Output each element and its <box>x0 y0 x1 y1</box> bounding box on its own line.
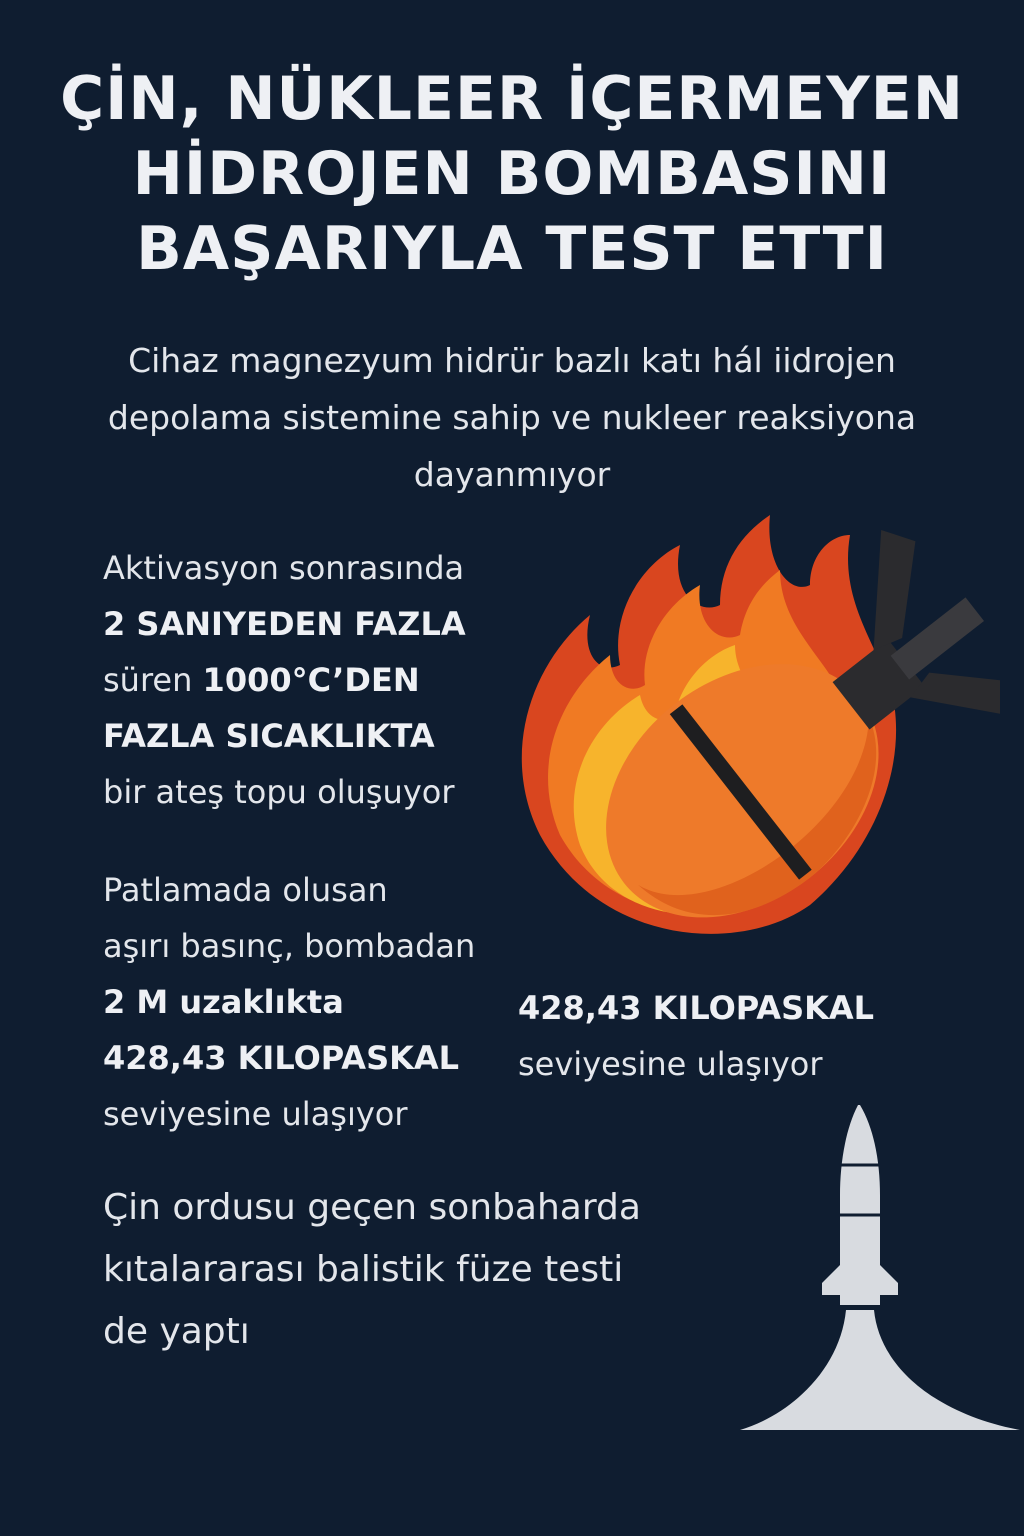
rocket-body <box>822 1105 898 1305</box>
army-line-1: Çin ordusu geçen sonbaharda <box>103 1187 641 1228</box>
title-line-3: BAŞARIYLA TEST ETTI <box>136 214 888 284</box>
subtitle-line-2: depolama sistemine sahip ve nukleer reaksiyona <box>107 398 917 437</box>
fireball-line-1: Aktivasyon sonrasında <box>103 549 465 587</box>
pressure-note <box>518 980 874 1092</box>
fireball-line-3 <box>103 652 466 708</box>
pressure-note-value: 428,43 KILOPASKAL <box>518 989 875 1027</box>
fireball-fact <box>103 540 466 820</box>
fireball-line-5: bir ateş topu oluşuyor <box>103 773 455 811</box>
fireball-duration: 2 SANIYEDEN FAZLA <box>103 605 466 643</box>
pressure-note-text: seviyesine ulaşıyor <box>518 1045 823 1083</box>
pressure-line-1: Patlamada olusan <box>103 871 388 909</box>
army-line-3: de yaptı <box>103 1311 250 1352</box>
pressure-line-2: aşırı basınç, bombadan <box>103 927 476 965</box>
pressure-fact <box>103 862 475 1142</box>
fireball-line-3-prefix: süren <box>103 661 203 699</box>
rocket-exhaust <box>740 1310 1020 1430</box>
subtitle-line-3: dayanmıyor <box>413 455 611 494</box>
page-title <box>0 62 1024 287</box>
army-fact <box>103 1177 641 1363</box>
fireball-temperature: 1000°C’DEN <box>202 661 420 699</box>
army-line-2: kıtalararası balistik füze testi <box>103 1249 624 1290</box>
fireball-line-4: FAZLA SICAKLIKTA <box>103 717 435 755</box>
pressure-distance: 2 M uzaklıkta <box>103 983 344 1021</box>
title-line-1: ÇİN, NÜKLEER İÇERMEYEN <box>60 64 964 134</box>
pressure-line-5: seviyesine ulaşıyor <box>103 1095 408 1133</box>
title-line-2: HİDROJEN BOMBASINI <box>132 139 892 209</box>
subtitle-line-1: Cihaz magnezyum hidrür bazlı katı hál iidrojen <box>128 341 896 380</box>
rocket-launch-icon <box>740 1105 1024 1445</box>
pressure-value: 428,43 KILOPASKAL <box>103 1039 460 1077</box>
subtitle <box>60 332 964 503</box>
flaming-bomb-icon <box>480 505 1000 965</box>
